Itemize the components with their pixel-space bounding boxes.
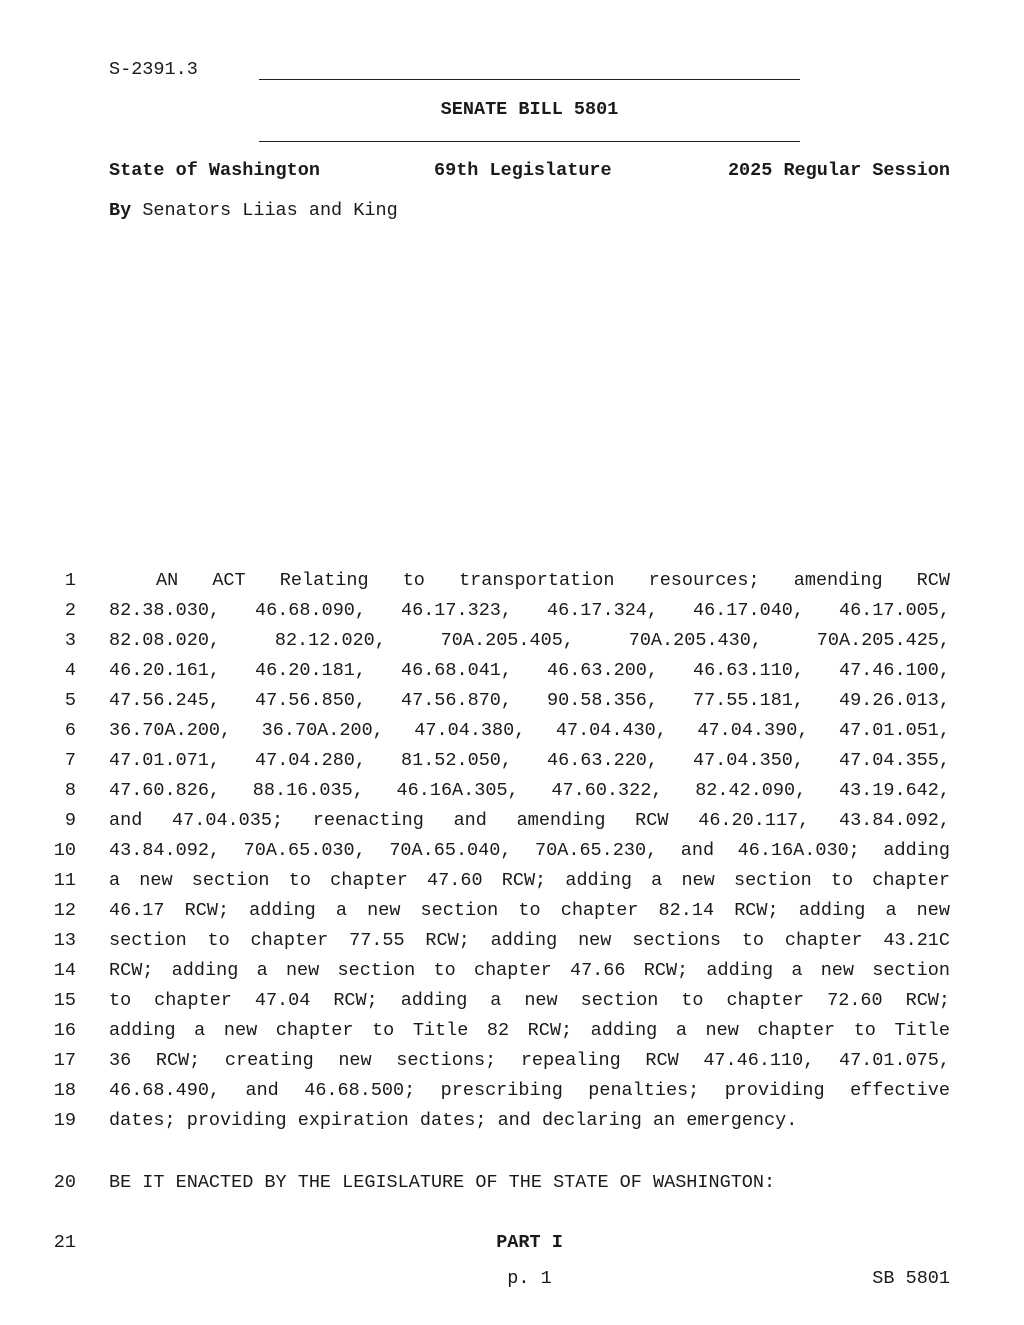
sponsor-line xyxy=(109,200,398,221)
line-number: 1 xyxy=(64,570,76,591)
line-number: 16 xyxy=(53,1020,76,1041)
line-number: 9 xyxy=(64,810,76,831)
body-line: 47.01.071, 47.04.280, 81.52.050, 46.63.220, 47.04.350, 47.04.355, xyxy=(109,750,950,771)
legislature: 69th Legislature xyxy=(434,160,612,181)
body-line: 47.60.826, 88.16.035, 46.16A.305, 47.60.322, 82.42.090, 43.19.642, xyxy=(109,780,950,801)
body-line: 36.70A.200, 36.70A.200, 47.04.380, 47.04.430, 47.04.390, 47.01.051, xyxy=(109,720,950,741)
top-rule xyxy=(259,79,800,80)
line-number: 18 xyxy=(53,1080,76,1101)
enacting-clause: BE IT ENACTED BY THE LEGISLATURE OF THE STATE OF WASHINGTON: xyxy=(109,1172,776,1193)
page-number: p. 1 xyxy=(507,1268,552,1289)
body-line: 82.08.020, 82.12.020, 70A.205.405, 70A.205.430, 70A.205.425, xyxy=(109,630,950,651)
document-id: S-2391.3 xyxy=(109,59,198,80)
body-line: 82.38.030, 46.68.090, 46.17.323, 46.17.324, 46.17.040, 46.17.005, xyxy=(109,600,950,621)
footer-doc-ref: SB 5801 xyxy=(872,1268,950,1289)
body-line: adding a new chapter to Title 82 RCW; adding a new chapter to Title xyxy=(109,1020,950,1041)
body-line: dates; providing expiration dates; and declaring an emergency. xyxy=(109,1110,798,1131)
body-line: 47.56.245, 47.56.850, 47.56.870, 90.58.356, 77.55.181, 49.26.013, xyxy=(109,690,950,711)
line-number: 12 xyxy=(53,900,76,921)
session: 2025 Regular Session xyxy=(727,160,950,181)
line-number: 13 xyxy=(53,930,76,951)
line-number: 21 xyxy=(53,1232,76,1253)
body-line: AN ACT Relating to transportation resources; amending RCW xyxy=(156,570,950,591)
line-number: 19 xyxy=(53,1110,76,1131)
line-number: 7 xyxy=(64,750,76,771)
part-heading: PART I xyxy=(496,1232,563,1253)
line-number: 8 xyxy=(64,780,76,801)
line-number: 14 xyxy=(53,960,76,981)
line-number: 2 xyxy=(64,600,76,621)
line-number: 11 xyxy=(53,870,76,891)
body-line: 36 RCW; creating new sections; repealing RCW 47.46.110, 47.01.075, xyxy=(109,1050,950,1071)
body-line: to chapter 47.04 RCW; adding a new section to chapter 72.60 RCW; xyxy=(109,990,950,1011)
body-line: 46.17 RCW; adding a new section to chapter 82.14 RCW; adding a new xyxy=(109,900,950,921)
body-line: 46.68.490, and 46.68.500; prescribing penalties; providing effective xyxy=(109,1080,950,1101)
line-number: 6 xyxy=(64,720,76,741)
bottom-rule xyxy=(259,141,800,142)
line-number: 10 xyxy=(53,840,76,861)
line-number: 3 xyxy=(64,630,76,651)
body-line: 43.84.092, 70A.65.030, 70A.65.040, 70A.65.230, and 46.16A.030; adding xyxy=(109,840,950,861)
state-name: State of Washington xyxy=(109,160,320,181)
line-number: 4 xyxy=(64,660,76,681)
sponsors: Senators Liias and King xyxy=(142,200,398,221)
line-number: 20 xyxy=(53,1172,76,1193)
sponsor-prefix: By xyxy=(109,200,132,221)
body-line: section to chapter 77.55 RCW; adding new sections to chapter 43.21C xyxy=(109,930,950,951)
body-line: RCW; adding a new section to chapter 47.66 RCW; adding a new section xyxy=(109,960,950,981)
body-line: and 47.04.035; reenacting and amending RCW 46.20.117, 43.84.092, xyxy=(109,810,950,831)
bill-title: SENATE BILL 5801 xyxy=(440,99,619,120)
body-line: a new section to chapter 47.60 RCW; adding a new section to chapter xyxy=(109,870,950,891)
line-number: 17 xyxy=(53,1050,76,1071)
line-number: 15 xyxy=(53,990,76,1011)
body-line: 46.20.161, 46.20.181, 46.68.041, 46.63.200, 46.63.110, 47.46.100, xyxy=(109,660,950,681)
line-number: 5 xyxy=(64,690,76,711)
